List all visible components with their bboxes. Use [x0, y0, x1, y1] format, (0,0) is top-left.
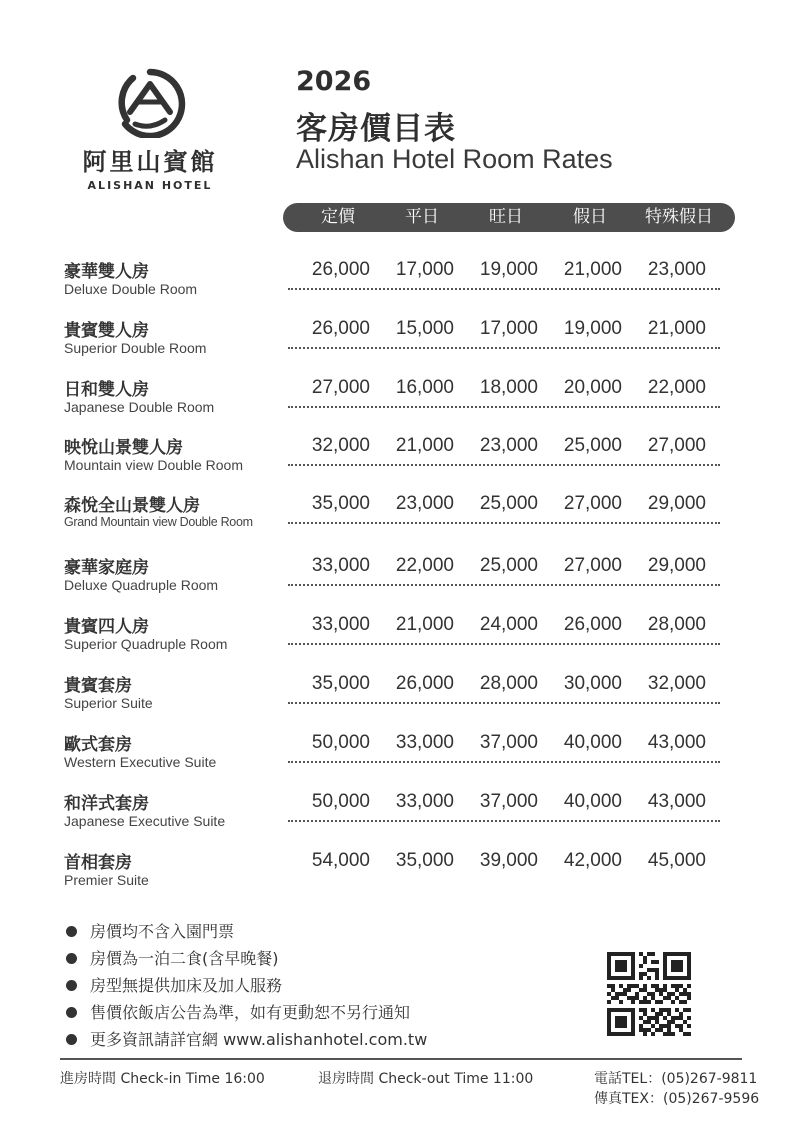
column-header-holiday: 假日	[573, 207, 607, 227]
price-special-holiday: 23,000	[647, 259, 706, 280]
price-holiday: 27,000	[563, 555, 622, 576]
rate-row	[0, 671, 800, 729]
column-header-special-holiday: 特殊假日	[645, 207, 713, 227]
website-link[interactable]: 更多資訊請詳官網 www.alishanhotel.com.tw	[90, 1030, 428, 1049]
dotted-divider	[288, 522, 720, 524]
price-peak: 23,000	[479, 435, 538, 456]
price-holiday: 25,000	[563, 435, 622, 456]
price-peak: 25,000	[479, 493, 538, 514]
room-name-en: Superior Quadruple Room	[64, 636, 228, 652]
room-name-zh: 豪華家庭房	[64, 558, 149, 578]
price-holiday: 42,000	[563, 850, 622, 871]
price-peak: 28,000	[479, 673, 538, 694]
column-header-list-price: 定價	[321, 207, 355, 227]
price-list: 27,000	[311, 377, 370, 398]
price-peak: 24,000	[479, 614, 538, 635]
note-text: 房型無提供加床及加人服務	[90, 976, 283, 995]
price-weekday: 17,000	[395, 259, 454, 280]
note-item	[64, 972, 427, 999]
note-text: 售價依飯店公告為準，如有更動恕不另行通知	[90, 1003, 411, 1022]
rate-row	[0, 257, 800, 315]
qr-code-icon[interactable]	[607, 952, 691, 1036]
price-holiday: 26,000	[563, 614, 622, 635]
room-name-en: Western Executive Suite	[64, 754, 217, 770]
title-year: 2026	[296, 66, 372, 97]
rate-row	[0, 612, 800, 670]
room-name-zh: 貴賓套房	[64, 676, 132, 696]
rate-row	[0, 730, 800, 788]
dotted-divider	[288, 761, 720, 763]
price-weekday: 15,000	[395, 318, 454, 339]
dotted-divider	[288, 406, 720, 408]
price-special-holiday: 29,000	[647, 493, 706, 514]
room-name-en: Mountain view Double Room	[64, 457, 243, 473]
dotted-divider	[288, 702, 720, 704]
fax: 傳真TEX：(05)267-9596	[594, 1091, 760, 1107]
price-list: 32,000	[311, 435, 370, 456]
note-text: 房價為一泊二食(含早晚餐)	[90, 949, 279, 968]
price-peak: 18,000	[479, 377, 538, 398]
rate-row	[0, 316, 800, 374]
room-name-en: Deluxe Double Room	[64, 281, 198, 297]
price-peak: 39,000	[479, 850, 538, 871]
price-list: 35,000	[311, 673, 370, 694]
room-name-en: Grand Mountain view Double Room	[64, 515, 253, 529]
price-special-holiday: 32,000	[647, 673, 706, 694]
dotted-divider	[288, 643, 720, 645]
price-weekday: 33,000	[395, 791, 454, 812]
room-name-zh: 首相套房	[64, 853, 132, 873]
dotted-divider	[288, 347, 720, 349]
price-holiday: 19,000	[563, 318, 622, 339]
title-en: Alishan Hotel Room Rates	[296, 144, 613, 174]
dotted-divider	[288, 820, 720, 822]
price-list: 50,000	[311, 791, 370, 812]
price-weekday: 23,000	[395, 493, 454, 514]
price-peak: 17,000	[479, 318, 538, 339]
rate-row	[0, 789, 800, 847]
price-holiday: 40,000	[563, 732, 622, 753]
title-zh: 客房價目表	[296, 111, 456, 147]
price-special-holiday: 27,000	[647, 435, 706, 456]
rate-row	[0, 553, 800, 611]
brand-name-en: ALISHAN HOTEL	[87, 179, 213, 192]
price-list: 33,000	[311, 614, 370, 635]
footer-divider	[60, 1058, 742, 1060]
price-peak: 37,000	[479, 791, 538, 812]
room-name-zh: 森悅全山景雙人房	[64, 496, 200, 516]
price-weekday: 35,000	[395, 850, 454, 871]
price-special-holiday: 45,000	[647, 850, 706, 871]
price-list: 26,000	[311, 259, 370, 280]
price-weekday: 21,000	[395, 435, 454, 456]
price-holiday: 20,000	[563, 377, 622, 398]
price-list: 54,000	[311, 850, 370, 871]
price-special-holiday: 29,000	[647, 555, 706, 576]
bullet-dot-icon	[66, 953, 77, 964]
checkout-time: 退房時間 Check-out Time 11:00	[318, 1071, 534, 1087]
room-name-zh: 豪華雙人房	[64, 262, 149, 282]
note-item	[64, 1026, 427, 1053]
price-peak: 37,000	[479, 732, 538, 753]
room-name-zh: 貴賓四人房	[64, 617, 149, 637]
price-list: 50,000	[311, 732, 370, 753]
bullet-dot-icon	[66, 1007, 77, 1018]
price-list: 26,000	[311, 318, 370, 339]
brand-name-zh: 阿里山賓館	[82, 148, 218, 176]
note-item	[64, 918, 427, 945]
room-name-en: Japanese Executive Suite	[64, 813, 226, 829]
telephone[interactable]: 電話TEL：(05)267-9811	[594, 1071, 758, 1087]
price-list: 35,000	[311, 493, 370, 514]
room-name-zh: 歐式套房	[64, 735, 132, 755]
checkin-time: 進房時間 Check-in Time 16:00	[60, 1071, 265, 1087]
note-item	[64, 945, 427, 972]
dotted-divider	[288, 288, 720, 290]
rate-row	[0, 491, 800, 549]
bullet-dot-icon	[66, 926, 77, 937]
price-peak: 19,000	[479, 259, 538, 280]
room-name-zh: 日和雙人房	[64, 380, 149, 400]
rate-row	[0, 433, 800, 491]
room-name-zh: 貴賓雙人房	[64, 321, 149, 341]
price-holiday: 21,000	[563, 259, 622, 280]
dotted-divider	[288, 464, 720, 466]
room-name-en: Japanese Double Room	[64, 399, 215, 415]
price-weekday: 33,000	[395, 732, 454, 753]
notes-list	[64, 918, 427, 1053]
bullet-dot-icon	[66, 980, 77, 991]
dotted-divider	[288, 584, 720, 586]
price-special-holiday: 43,000	[647, 732, 706, 753]
price-holiday: 27,000	[563, 493, 622, 514]
price-special-holiday: 22,000	[647, 377, 706, 398]
price-list: 33,000	[311, 555, 370, 576]
price-weekday: 22,000	[395, 555, 454, 576]
column-header-weekday: 平日	[405, 207, 439, 227]
rate-row	[0, 375, 800, 433]
room-name-zh: 和洋式套房	[64, 794, 149, 814]
note-item	[64, 999, 427, 1026]
room-name-en: Superior Double Room	[64, 340, 207, 356]
price-peak: 25,000	[479, 555, 538, 576]
column-header-peak: 旺日	[489, 207, 523, 227]
price-holiday: 30,000	[563, 673, 622, 694]
price-special-holiday: 43,000	[647, 791, 706, 812]
price-weekday: 26,000	[395, 673, 454, 694]
room-name-en: Deluxe Quadruple Room	[64, 577, 219, 593]
room-name-en: Premier Suite	[64, 872, 149, 888]
price-special-holiday: 21,000	[647, 318, 706, 339]
price-holiday: 40,000	[563, 791, 622, 812]
rate-row	[0, 848, 800, 906]
note-text: 房價均不含入園門票	[90, 922, 235, 941]
price-weekday: 16,000	[395, 377, 454, 398]
room-name-en: Superior Suite	[64, 695, 153, 711]
bullet-dot-icon	[66, 1034, 77, 1045]
room-name-zh: 映悅山景雙人房	[64, 438, 183, 458]
price-weekday: 21,000	[395, 614, 454, 635]
price-special-holiday: 28,000	[647, 614, 706, 635]
